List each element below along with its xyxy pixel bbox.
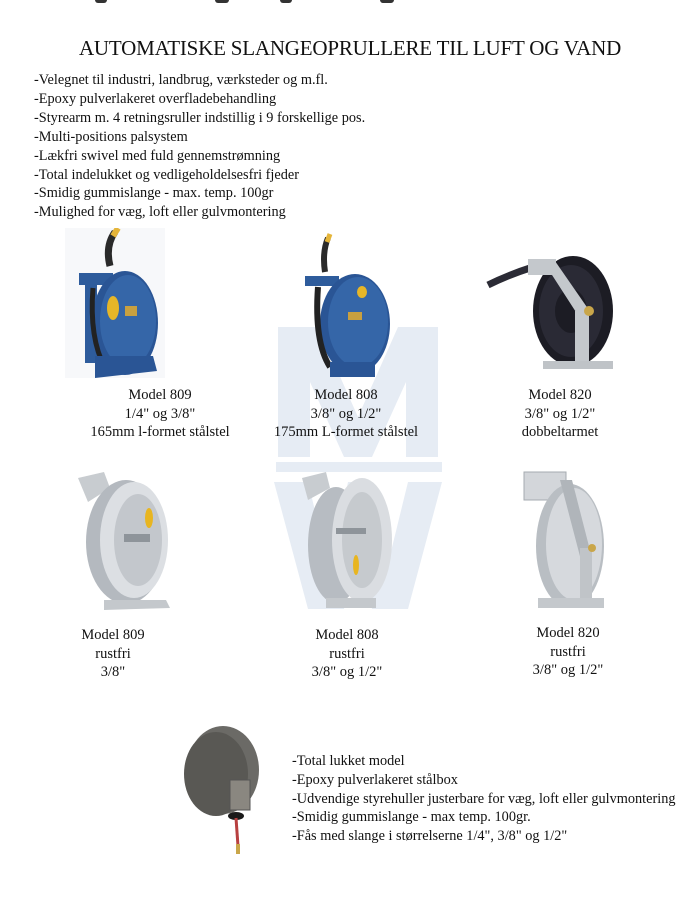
product-size: 3/8" — [100, 664, 126, 680]
feature-item: -Smidig gummislange - max. temp. 100gr — [34, 185, 274, 202]
product-model: Model 809 — [128, 387, 192, 403]
feature-item: -Multi-positions palsystem — [34, 128, 188, 145]
product-caption-808-blue — [246, 386, 446, 442]
product-model: Model 808 — [315, 627, 379, 643]
product-material: rustfri — [95, 645, 131, 662]
enclosed-hose-reel-icon — [178, 722, 263, 858]
product-note: 165mm l-formet stålstel — [90, 424, 230, 440]
product-caption-820-black — [460, 386, 660, 442]
feature-item: -Udvendige styrehuller justerbare for væg, loft eller gulvmontering — [292, 790, 676, 807]
feature-item: -Epoxy pulverlakeret stålbox — [292, 771, 458, 788]
product-size: 3/8" og 1/2" — [311, 664, 383, 680]
feature-item: -Epoxy pulverlakeret overfladebehandling — [34, 90, 277, 107]
feature-item: -Styrearm m. 4 retningsruller indstillig i 9 forskellige pos. — [34, 109, 366, 126]
product-image-model-809-stainless — [74, 468, 174, 613]
product-image-model-809-blue — [65, 228, 165, 378]
product-material: rustfri — [550, 643, 586, 660]
product-caption-809-blue — [60, 386, 260, 442]
blue-hose-reel-icon — [300, 232, 395, 380]
page-title: AUTOMATISKE SLANGEOPRULLERE TIL LUFT OG VAND — [78, 36, 622, 60]
stainless-hose-reel-icon — [296, 470, 396, 612]
product-model: Model 808 — [314, 387, 378, 403]
stainless-hose-reel-icon — [74, 468, 174, 613]
product-image-enclosed-reel — [178, 722, 263, 858]
product-size: 3/8" og 1/2" — [524, 405, 596, 422]
feature-list — [34, 71, 365, 222]
product-image-model-808-stainless — [296, 470, 396, 612]
product-note: 175mm L-formet stålstel — [273, 424, 419, 440]
black-hose-reel-icon — [483, 253, 618, 373]
enclosed-model-feature-list — [292, 752, 676, 846]
product-model: Model 820 — [536, 625, 600, 641]
product-note: dobbeltarmet — [521, 424, 599, 440]
product-caption-820-stainless — [508, 624, 628, 680]
product-image-model-820-black — [483, 253, 618, 373]
feature-item: -Fås med slange i størrelserne 1/4", 3/8" og 1/2" — [292, 828, 568, 845]
product-caption-809-stainless — [63, 626, 163, 682]
product-image-model-820-stainless — [520, 468, 608, 614]
product-material: rustfri — [329, 645, 365, 662]
product-model: Model 820 — [528, 387, 592, 403]
product-size: 1/4" og 3/8" — [124, 405, 196, 422]
feature-item: -Velegnet til industri, landbrug, værksteder og m.fl. — [34, 72, 328, 88]
feature-item: -Total lukket model — [292, 753, 405, 769]
feature-item: -Mulighed for væg, loft eller gulvmontering — [34, 204, 286, 221]
feature-item: -Smidig gummislange - max temp. 100gr. — [292, 809, 531, 826]
top-cutoff-fragment — [95, 0, 475, 6]
stainless-hose-reel-icon — [520, 468, 608, 614]
product-image-model-808-blue — [300, 232, 395, 380]
blue-hose-reel-icon — [65, 228, 165, 378]
product-model: Model 809 — [81, 627, 145, 643]
feature-item: -Total indelukket og vedligeholdelsesfri fjeder — [34, 166, 299, 183]
feature-item: -Lækfri swivel med fuld gennemstrømning — [34, 147, 281, 164]
product-size: 3/8" og 1/2" — [532, 662, 604, 678]
product-size: 3/8" og 1/2" — [310, 405, 382, 422]
product-caption-808-stainless — [287, 626, 407, 682]
